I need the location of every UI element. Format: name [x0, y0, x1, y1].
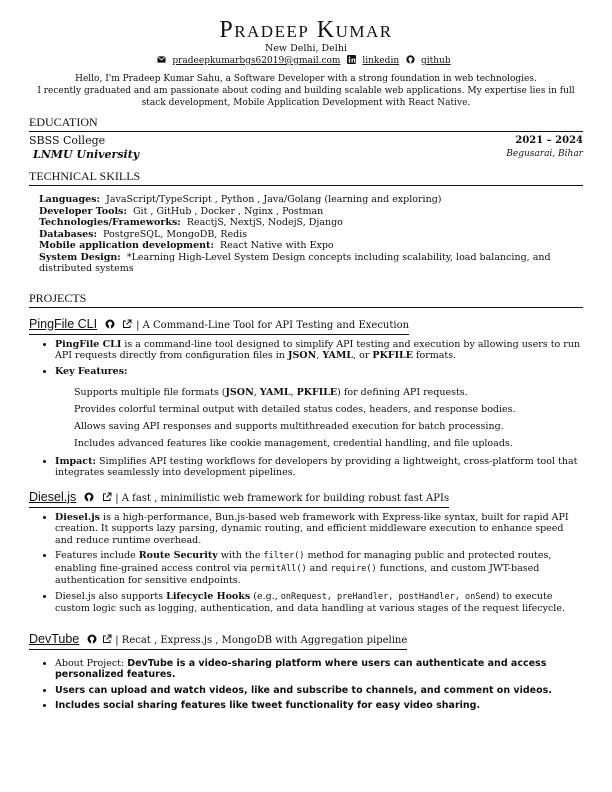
college-name: SBSS College [29, 134, 106, 147]
skill-label: System Design: [39, 251, 121, 263]
project-bullets [29, 658, 583, 712]
university-name: LNMU University [33, 148, 140, 161]
list-item: • Diesel.js is a high-performance, Bun.js-based web framework with Express-like syntax, built for rapid API creation. It supports lazy parsing, dynamic routing, and efficient middleware execution to enhance speed and reduce runtime overhead. [55, 512, 583, 547]
project-subtitle: Recat , Express.js , MongoDB with Aggregation pipeline [121, 634, 408, 646]
project-header-devtube: DevTube | Recat , Express.js , MongoDB with Aggregation pipeline [29, 631, 407, 650]
email-link[interactable]: pradeepkumarbgs62019@gmail.com [172, 56, 341, 66]
feature-item: Supports multiple file formats (JSON, YAML, PKFILE) for defining API requests. [74, 387, 468, 398]
skill-value: PostgreSQL, MongoDB, Redis [103, 228, 248, 240]
skill-row [39, 194, 583, 206]
resume-page [29, 0, 583, 716]
skill-row [39, 229, 583, 241]
summary-line-2: I recently graduated and am passionate about coding and building scalable web applications. My expertise lies in full stack development, Mobile Application Development with React Native. [37, 86, 575, 108]
envelope-icon [157, 55, 166, 64]
projects-heading: PROJECTS [29, 291, 583, 308]
project-name[interactable]: PingFile CLI [29, 316, 98, 331]
project-header-diesel: Diesel.js | A fast , minimilistic web framework for building robust fast APIs [29, 489, 449, 508]
list-item: • Diesel.js also supports Lifecycle Hooks (e.g., onRequest, preHandler, postHandler, onSend) to execute custom logic such as logging, authentication, and data handling at various stages of the request lifecycle. [55, 591, 583, 615]
skill-value: JavaScript/TypeScript , Python , Java/Golang (learning and exploring) [106, 194, 442, 205]
skill-row [39, 206, 583, 218]
project-name[interactable]: DevTube [29, 631, 80, 646]
education-heading: EDUCATION [29, 115, 583, 132]
external-link-icon[interactable] [102, 634, 112, 644]
education-row-2 [29, 148, 583, 161]
resume-name: Pradeep Kumar [219, 17, 393, 43]
github-icon [406, 55, 415, 64]
skill-label: Technologies/Frameworks: [39, 217, 181, 228]
skills-list [29, 194, 583, 275]
project-bullets [29, 339, 583, 378]
list-item: • Impact: Simplifies API testing workflows for developers by providing a lightweight, cross-platform tool that integrates seamlessly into development pipelines. [55, 456, 583, 479]
skill-label: Databases: [39, 228, 97, 240]
github-icon[interactable] [87, 634, 97, 644]
summary-line-1: Hello, I'm Pradeep Kumar Sahu, a Software Developer with a strong foundation in web technologies. [75, 74, 537, 84]
project-header-pingfile: PingFile CLI | A Command-Line Tool for API Testing and Execution [29, 316, 409, 335]
skill-value: ReactjS, NextjS, NodejS, Django [186, 217, 343, 228]
skill-label: Languages: [39, 194, 100, 205]
list-item: • Key Features: [55, 366, 583, 378]
location: New Delhi, Delhi [265, 43, 347, 54]
list-item: • Includes social sharing features like tweet functionality for easy video sharing. [55, 700, 583, 712]
skill-row [39, 252, 583, 275]
external-link-icon[interactable] [102, 492, 112, 502]
feature-list [29, 387, 583, 450]
contact-links [29, 55, 583, 67]
skill-value: React Native with Expo [220, 240, 334, 251]
list-item: • Users can upload and watch videos, like and subscribe to channels, and comment on videos. [55, 685, 583, 697]
education-years: 2021 – 2024 [515, 135, 583, 146]
external-link-icon[interactable] [122, 319, 132, 329]
github-link[interactable]: github [421, 56, 451, 66]
skill-label: Mobile application development: [39, 240, 214, 251]
education-row [29, 134, 583, 148]
feature-item: Includes advanced features like cookie management, credential handling, and file uploads. [74, 438, 513, 449]
education-place: Begusarai, Bihar [506, 149, 583, 159]
skill-row [39, 240, 583, 252]
skill-value: Git , GitHub , Docker , Nginx , Postman [132, 205, 324, 217]
project-subtitle: A fast , minimilistic web framework for building robust fast APIs [121, 492, 450, 504]
skill-label: Developer Tools: [39, 205, 127, 217]
project-bullets [29, 512, 583, 615]
feature-item: Provides colorful terminal output with detailed status codes, headers, and response bodies. [74, 404, 516, 415]
list-item: • PingFile CLI is a command-line tool designed to simplify API testing and execution by allowing users to run API requests directly from configuration files in JSON, YAML, or PKFILE formats. [55, 339, 583, 362]
github-icon[interactable] [105, 319, 115, 329]
list-item: • About Project: DevTube is a video-sharing platform where users can authenticate and access personalized features. [55, 658, 583, 681]
project-subtitle: A Command-Line Tool for API Testing and Execution [142, 319, 410, 331]
list-item: • Features include Route Security with the filter() method for managing public and protected routes, enabling fine-grained access control via permitAll() and require() functions, and custom JWT-based authentication for sensitive endpoints. [55, 550, 583, 587]
skill-value: *Learning High-Level System Design concepts including scalability, load balancing, and distributed systems [39, 251, 551, 274]
skills-heading: TECHNICAL SKILLS [29, 169, 583, 186]
project-bullets [29, 456, 583, 479]
summary [29, 73, 583, 109]
linkedin-link[interactable]: linkedin [362, 56, 400, 66]
linkedin-icon [347, 55, 356, 64]
skill-row [39, 217, 583, 229]
project-name[interactable]: Diesel.js [29, 489, 77, 504]
feature-item: Allows saving API responses and supports multithreaded execution for batch processing. [74, 421, 504, 432]
github-icon[interactable] [84, 492, 94, 502]
